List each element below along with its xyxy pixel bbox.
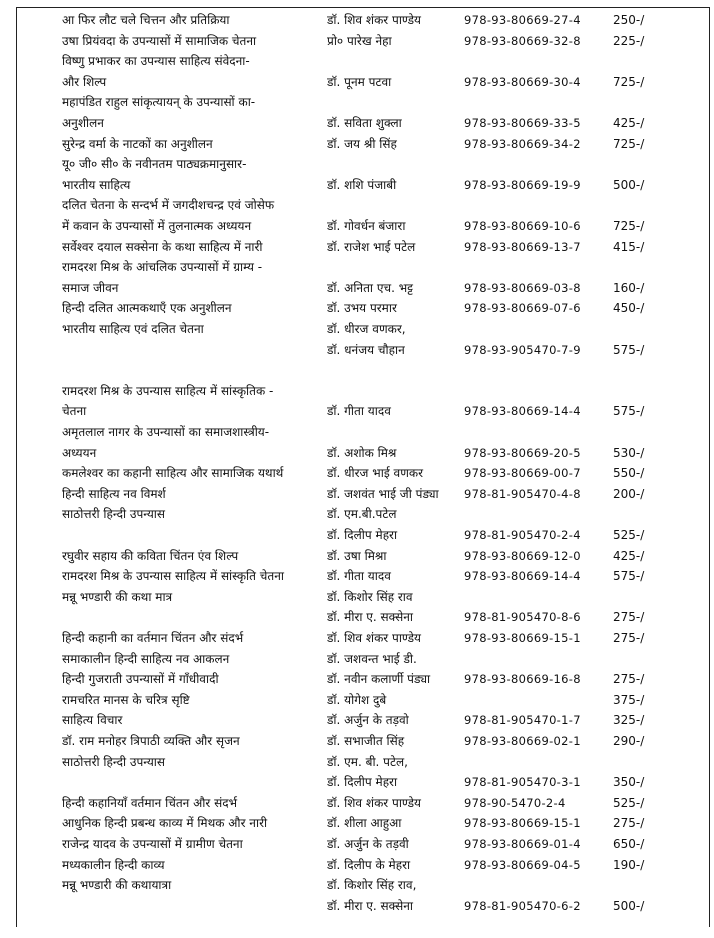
book-title: भारतीय साहित्य [62,177,131,192]
book-row [0,340,714,360]
book-isbn: 978-93-80669-15-1 [464,816,581,831]
book-title: अनुशीलन [62,116,104,130]
book-isbn: 978-81-905470-1-7 [464,713,581,728]
book-isbn: 978-93-80669-10-6 [464,219,581,233]
book-isbn: 978-93-80669-04-5 [464,857,581,872]
book-author: डॉ. अर्जुन के तड़वो [327,713,409,728]
book-title: महापंडित राहुल सांकृत्यायन् के उपन्यासों का- [62,95,256,110]
book-author: डॉ. पूनम पटवा [327,74,392,89]
book-price: 375-/ [613,692,645,707]
book-isbn: 978-93-80669-32-8 [464,33,581,48]
book-row [0,607,714,627]
book-author: डॉ. किशोर सिंह राव, [327,878,417,893]
book-isbn: 978-93-80669-34-2 [464,136,581,151]
book-title: साठोत्तरी हिन्दी उपन्यास [62,507,166,522]
book-row [0,752,714,772]
book-title: दलित चेतना के सन्दर्भ में जगदीशचन्द्र एवं जोसेफ [62,198,275,213]
book-title: रामदरश मिश्र के उपन्यास साहित्य में सांस्कृतिक - [62,383,274,398]
book-row [0,298,714,318]
book-author: डॉ. दिलीप मेहरा [327,775,398,790]
book-row [0,422,714,442]
book-row [0,546,714,566]
book-title: आ फिर लौट चले चित्तन और प्रतिक्रिया [62,13,230,27]
book-author: डॉ. अनिता एच. भट्ट [327,280,414,295]
book-row [0,92,714,112]
book-row [0,875,714,895]
book-author: डॉ. जशवंत भाई जी पंड्या [327,486,439,501]
book-title: आधुनिक हिन्दी प्रबन्ध काव्य में मिथक और नारी [62,816,268,831]
book-price: 275-/ [613,610,645,625]
book-title: चेतना [62,404,87,419]
book-title: यू० जी० सी० के नवीनतम पाठ्यक्रमानुसार- [62,157,247,172]
book-row [0,360,714,380]
book-price: 415-/ [613,239,645,254]
book-author: डॉ. सभाजीत सिंह [327,734,405,748]
book-row [0,381,714,401]
book-row [0,195,714,215]
book-isbn: 978-93-80669-02-1 [464,734,581,748]
book-author: डॉ. शीला आहुआ [327,816,402,831]
book-title: साठोत्तरी हिन्दी उपन्यास [62,754,166,769]
book-author: डॉ. एम.बी.पटेल [327,507,397,522]
book-price: 575-/ [613,404,645,419]
book-price: 525-/ [613,795,645,810]
book-isbn: 978-93-80669-16-8 [464,672,581,687]
book-title: हिन्दी दलित आत्मकथाएँ एक अनुशीलन [62,301,232,316]
book-isbn: 978-93-80669-03-8 [464,280,581,295]
book-isbn: 978-93-80669-19-9 [464,177,581,192]
book-price: 500-/ [613,898,645,913]
book-author: डॉ. गीता यादव [327,569,391,584]
book-price: 450-/ [613,301,645,316]
book-isbn: 978-93-80669-01-4 [464,837,581,851]
book-price: 275-/ [613,672,645,687]
book-title: रघुवीर सहाय की कविता चिंतन एंव शिल्प [62,548,239,563]
book-price: 250-/ [613,13,645,27]
book-isbn: 978-93-80669-14-4 [464,404,581,419]
book-row [0,896,714,916]
book-row [0,813,714,833]
book-isbn: 978-93-80669-12-0 [464,548,581,563]
book-title: सर्वेश्वर दयाल सक्सेना के कथा साहित्य में नारी [62,239,263,254]
book-author: डॉ. धीरज भाई वणकर [327,466,423,481]
book-author: डॉ. जशवन्त भाई डी. [327,651,417,666]
book-row [0,710,714,730]
book-author: डॉ. दिलीप मेहरा [327,528,398,542]
book-row [0,31,714,51]
book-price: 525-/ [613,528,645,542]
book-author: डॉ. उभय परमार [327,301,397,316]
book-isbn: 978-93-905470-7-9 [464,342,581,357]
book-title: अध्ययन [62,445,97,460]
book-isbn: 978-93-80669-14-4 [464,569,581,584]
book-author: डॉ. अर्जुन के तड़वी [327,837,409,851]
book-isbn: 978-93-80669-00-7 [464,466,581,481]
book-row [0,649,714,669]
book-row [0,690,714,710]
book-price: 325-/ [613,713,645,728]
book-title: रामदरश मिश्र के उपन्यास साहित्य में सांस्कृति चेतना [62,569,285,584]
book-author: डॉ. एम. बी. पटेल, [327,754,409,769]
book-row [0,216,714,236]
book-isbn: 978-81-905470-6-2 [464,898,581,913]
book-isbn: 978-93-80669-30-4 [464,74,581,89]
book-author: डॉ. शिव शंकर पाण्डेय [327,13,422,27]
book-row [0,278,714,298]
book-author: डॉ. धीरज वणकर, [327,322,406,336]
book-title: हिन्दी कहानियाँ वर्तमान चिंतन और संदर्भ [62,795,238,810]
book-title: सुरेन्द्र वर्मा के नाटकों का अनुशीलन [62,136,213,151]
book-title: और शिल्प [62,74,107,89]
book-row [0,401,714,421]
book-price: 500-/ [613,177,645,192]
book-row [0,463,714,483]
book-author: डॉ. मीरा ए. सक्सेना [327,898,413,913]
book-isbn: 978-93-80669-27-4 [464,13,581,27]
book-price: 350-/ [613,775,645,790]
book-price: 725-/ [613,74,645,89]
book-price: 200-/ [613,486,645,501]
book-author: डॉ. शशि पंजाबी [327,177,397,192]
book-row [0,175,714,195]
book-author: डॉ. राजेश भाई पटेल [327,239,416,254]
book-price: 425-/ [613,116,645,130]
book-author: डॉ. उषा मिश्रा [327,548,387,563]
book-title: में कवान के उपन्यासों में तुलनात्मक अध्ययन [62,219,252,233]
book-price: 650-/ [613,837,645,851]
book-price: 160-/ [613,280,645,295]
book-price: 425-/ [613,548,645,563]
book-row [0,731,714,751]
book-title: समाकालीन हिन्दी साहित्य नव आकलन [62,651,230,666]
book-row [0,134,714,154]
book-author: डॉ. दिलीप के मेहरा [327,857,411,872]
book-author: डॉ. जय श्री सिंह [327,136,397,151]
book-price: 290-/ [613,734,645,748]
book-title: हिन्दी गुजराती उपन्यासों में गाँधीवादी [62,672,219,687]
book-author: डॉ. गोवर्धन बंजारा [327,219,406,233]
book-title: भारतीय साहित्य एवं दलित चेतना [62,322,204,336]
book-price: 725-/ [613,219,645,233]
book-row [0,793,714,813]
book-title: मन्नू भण्डारी की कथा मात्र [62,589,173,604]
book-isbn: 978-93-80669-15-1 [464,631,581,645]
book-author: डॉ. योगेश दुबे [327,692,387,707]
book-row [0,834,714,854]
book-title: मध्यकालीन हिन्दी काव्य [62,857,165,872]
top-border [16,7,710,8]
book-row [0,113,714,133]
book-row [0,51,714,71]
book-title: रामचरित मानस के चरित्र सृष्टि [62,692,190,707]
book-title: रामदरश मिश्र के आंचलिक उपन्यासों में ग्राम्य - [62,260,263,275]
book-row [0,484,714,504]
book-title: मन्नू भण्डारी की कथायात्रा [62,878,172,893]
book-author: डॉ. धनंजय चौहान [327,342,405,357]
book-title: विष्णु प्रभाकर का उपन्यास साहित्य संवेदना- [62,54,250,69]
book-author: डॉ. किशोर सिंह राव [327,589,413,604]
book-row [0,772,714,792]
book-row [0,566,714,586]
book-row [0,319,714,339]
book-isbn: 978-81-905470-4-8 [464,486,581,501]
book-row [0,525,714,545]
book-author: डॉ. शिव शंकर पाण्डेय [327,795,422,810]
book-isbn: 978-81-905470-8-6 [464,610,581,625]
book-title: राजेन्द्र यादव के उपन्यासों में ग्रामीण चेतना [62,837,243,851]
book-author: डॉ. नवीन कलार्णी पंड्या [327,672,431,687]
book-price: 550-/ [613,466,645,481]
book-author: डॉ. गीता यादव [327,404,391,419]
book-author: डॉ. अशोक मिश्र [327,445,397,460]
book-row [0,587,714,607]
book-row [0,72,714,92]
book-title: हिन्दी कहानी का वर्तमान चिंतन और संदर्भ [62,631,244,645]
book-price: 275-/ [613,631,645,645]
book-author: प्रो० पारेख नेहा [327,33,392,48]
book-title: समाज जीवन [62,280,119,295]
book-row [0,154,714,174]
book-price: 190-/ [613,857,645,872]
book-isbn: 978-81-905470-3-1 [464,775,581,790]
book-title: हिन्दी साहित्य नव विमर्श [62,486,166,501]
book-row [0,237,714,257]
book-isbn: 978-90-5470-2-4 [464,795,566,810]
book-isbn: 978-93-80669-33-5 [464,116,581,130]
book-title: अमृतलाल नागर के उपन्यासों का समाजशास्त्रीय- [62,425,270,439]
book-row [0,855,714,875]
book-price: 575-/ [613,569,645,584]
book-price: 575-/ [613,342,645,357]
book-row [0,669,714,689]
book-title: कमलेश्वर का कहानी साहित्य और सामाजिक यथार्थ [62,466,284,481]
book-price: 275-/ [613,816,645,831]
book-row [0,504,714,524]
book-isbn: 978-81-905470-2-4 [464,528,581,542]
book-price: 225-/ [613,33,645,48]
book-title: साहित्य विचार [62,713,123,728]
book-title: डॉ. राम मनोहर त्रिपाठी व्यक्ति और सृजन [62,734,240,748]
book-row [0,628,714,648]
book-isbn: 978-93-80669-13-7 [464,239,581,254]
book-row [0,443,714,463]
book-isbn: 978-93-80669-07-6 [464,301,581,316]
book-author: डॉ. सविता शुक्ला [327,116,402,130]
book-row [0,10,714,30]
book-author: डॉ. शिव शंकर पाण्डेय [327,631,422,645]
book-author: डॉ. मीरा ए. सक्सेना [327,610,413,625]
book-price: 725-/ [613,136,645,151]
book-title: उषा प्रियंवदा के उपन्यासों में सामाजिक चेतना [62,33,257,48]
book-isbn: 978-93-80669-20-5 [464,445,581,460]
book-price: 530-/ [613,445,645,460]
book-row [0,257,714,277]
